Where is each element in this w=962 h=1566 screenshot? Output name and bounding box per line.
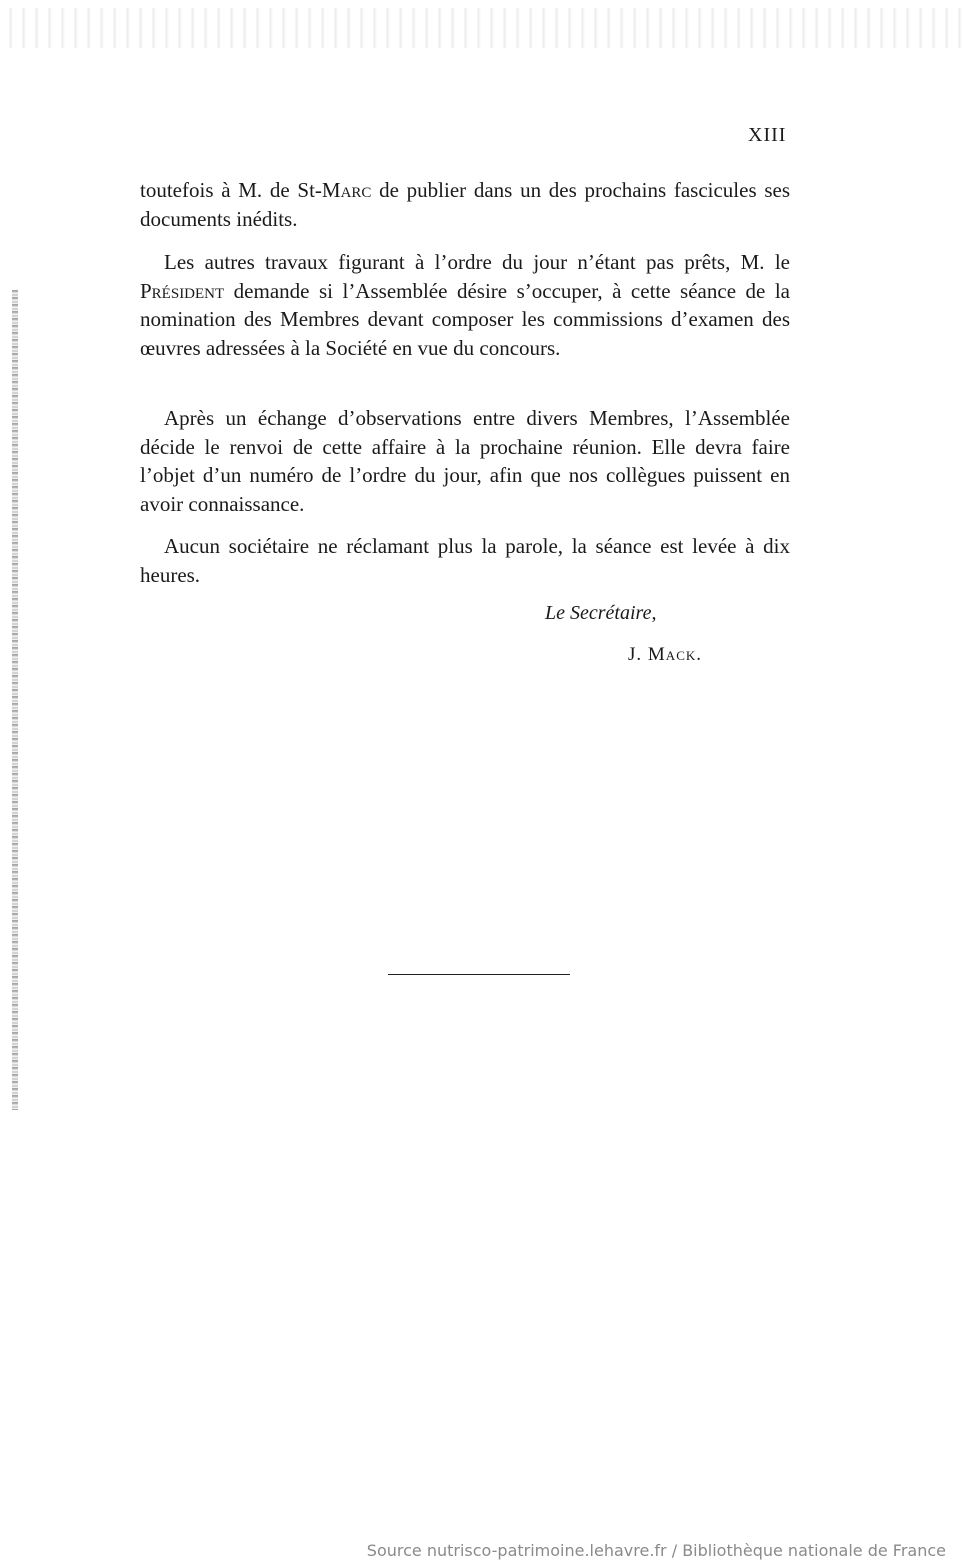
paragraph-postponement — [140, 404, 790, 518]
title-president: Président — [140, 278, 225, 303]
source-attribution: Source nutrisco-patrimoine.lehavre.fr / Bibliothèque nationale de France — [366, 1541, 946, 1560]
paragraph-text: toutefois à M. de St- — [140, 178, 322, 202]
scan-noise-top — [0, 8, 962, 48]
paragraph-continuation — [140, 176, 790, 233]
scan-binding-edge — [12, 290, 18, 1110]
name-st-marc: Marc — [321, 178, 372, 202]
signature-role: Le Secrétaire, — [545, 602, 657, 624]
paragraph-text: Après un échange d’observations entre divers Membres, l’Assemblée décide le renvoi de cette affaire à la prochaine réunion. Elle devra faire l’objet d’un numéro de l’ordre du jour, afin que nos collègues puissent en avoir connaissance. — [140, 406, 790, 516]
signature-name — [628, 644, 702, 666]
signature-surname: Mack — [647, 644, 697, 665]
page-number: XIII — [748, 124, 787, 146]
paragraph-closing — [140, 532, 790, 589]
signature-initial: J. — [628, 644, 648, 665]
paragraph-text: Les autres travaux figurant à l’ordre du jour n’étant pas prêts, M. le — [164, 250, 790, 274]
paragraph-text: Aucun sociétaire ne réclamant plus la parole, la séance est levée à dix heures. — [140, 534, 790, 587]
paragraph-text: demande si l’Assemblée désire s’occuper, à cette séance de la nomination des Membres devant composer les commissions d’examen des œuvres adressées à la Société en vue du concours. — [140, 278, 790, 360]
section-divider — [388, 974, 570, 975]
paragraph-other-works — [140, 248, 790, 362]
paragraph-text: de publier dans un des prochains fascicules ses documents inédits. — [140, 178, 790, 231]
signature-trailing: . — [696, 644, 702, 665]
